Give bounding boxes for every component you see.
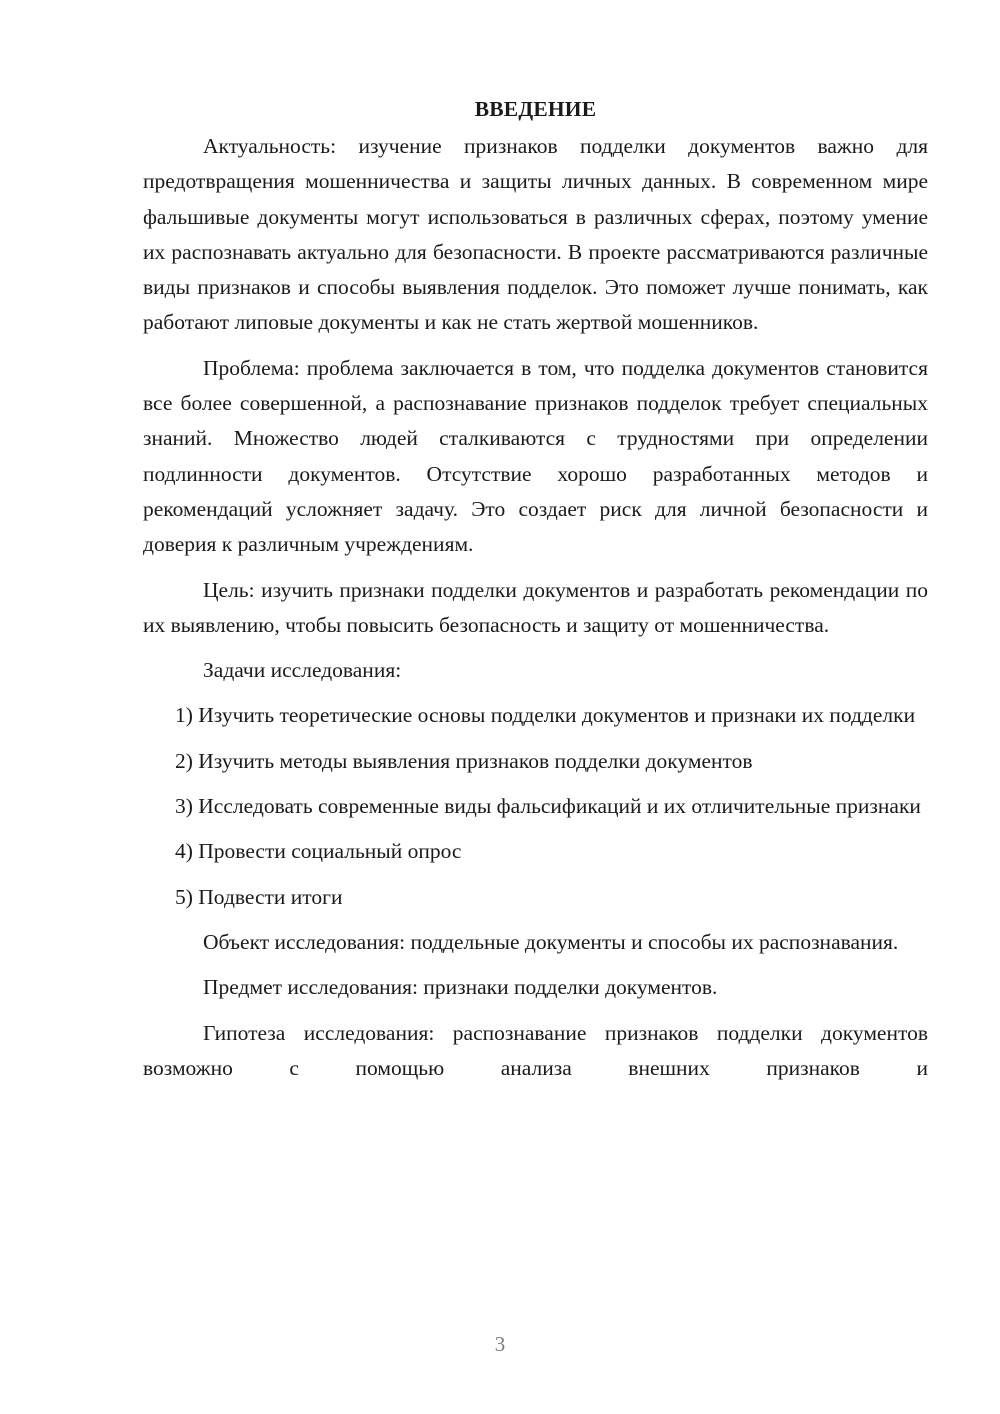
object-paragraph: Объект исследования: поддельные документы и способы их распознавания.: [203, 929, 899, 954]
task-item-5: 5) Подвести итоги: [175, 884, 343, 909]
goal-paragraph: Цель: изучить признаки подделки документов и разработать рекомендации по их выявлению, чтобы повысить безопасность и защиту от мошенничества.: [143, 577, 928, 637]
document-page: [143, 92, 928, 1096]
task-item-1: 1) Изучить теоретические основы подделки документов и признаки их подделки: [175, 703, 916, 728]
task-item-4: 4) Провести социальный опрос: [175, 839, 462, 864]
page-number: 3: [494, 1332, 506, 1356]
task-item-3: 3) Исследовать современные виды фальсификаций и их отличительные признаки: [175, 794, 921, 819]
problem-paragraph: Проблема: проблема заключается в том, что подделка документов становится все более совершенной, а распознавание признаков подделок требует специальных знаний. Множество людей сталкиваются с трудностями при определении подлинности документов. Отсутствие хорошо разработанных методов и рекомендаций усложняет задачу. Это создает риск для личной безопасности и доверия к различным учреждениям.: [143, 355, 928, 557]
tasks-heading: Задачи исследования:: [203, 658, 402, 683]
task-item-2: 2) Изучить методы выявления признаков подделки документов: [175, 748, 753, 773]
page-title: ВВЕДЕНИЕ: [474, 97, 597, 121]
relevance-paragraph: Актуальность: изучение признаков подделки документов важно для предотвращения мошенничества и защиты личных данных. В современном мире фальшивые документы могут использоваться в различных сферах, поэтому умение их распознавать актуально для безопасности. В проекте рассматриваются различные виды признаков и способы выявления подделок. Это поможет лучше понимать, как работают липовые документы и как не стать жертвой мошенников.: [143, 134, 928, 335]
subject-paragraph: Предмет исследования: признаки подделки документов.: [203, 975, 718, 1000]
hypothesis-paragraph: Гипотеза исследования: распознавание признаков подделки документов возможно с помощью анализа внешних признаков и: [143, 1020, 928, 1080]
